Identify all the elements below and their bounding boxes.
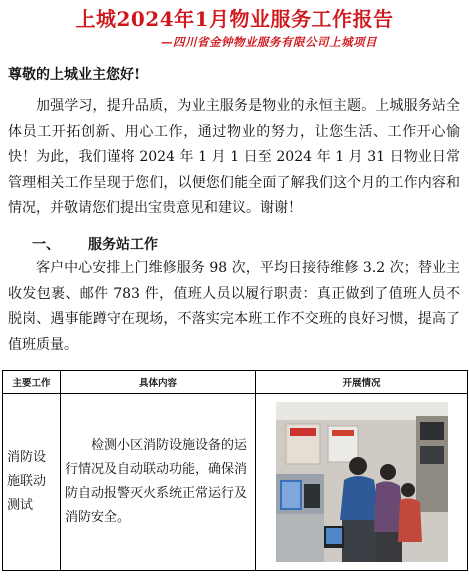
work-table	[2, 370, 468, 571]
header-content: 具体内容	[61, 371, 256, 394]
section-title: 服务站工作	[88, 237, 158, 253]
photo-cell	[256, 394, 468, 571]
table-row	[3, 394, 468, 571]
intro-paragraph: 加强学习，提升品质，为业主服务是物业的永恒主题。上城服务站全体员工开拓创新、用心工作，通过物业的努力，让您生活、工作开心愉快！为此，我们谨将 2024 年 1 月 1 日至 2024 年 1 月 31 日物业日常管理相关工作呈现于您们，以便您们能全面了解我们这个月的工作内容和情况，并敬请您们提出宝贵意见和建议。谢谢！	[8, 98, 460, 216]
header-progress: 开展情况	[256, 371, 468, 394]
fire-control-room-photo	[276, 402, 448, 562]
section-heading	[8, 234, 158, 254]
photo-illustration	[276, 402, 448, 562]
report-subtitle: —四川省金钟物业服务有限公司上城项目	[161, 35, 377, 49]
table-header-row	[3, 371, 468, 394]
section-body: 客户中心安排上门维修服务 98 次，平均日接待维修 3.2 次；替业主收发包裹、邮件 783 件，值班人员以履行职责：真正做到了值班人员不脱岗、遇事能蹲守在现场，不落实完本班工作不交班的良好习惯，提高了值班质量。	[8, 260, 460, 353]
work-cell: 消防设施联动测试	[3, 394, 61, 571]
greeting: 尊敬的上城业主您好!	[8, 67, 141, 83]
report-title: 上城2024年1月物业服务工作报告	[75, 7, 394, 31]
header-main-work: 主要工作	[3, 371, 61, 394]
content-cell: 检测小区消防设施设备的运行情况及自动联动功能，确保消防自动报警灭火系统正常运行及消防安全。	[61, 394, 256, 571]
section-number: 一、	[32, 237, 60, 253]
